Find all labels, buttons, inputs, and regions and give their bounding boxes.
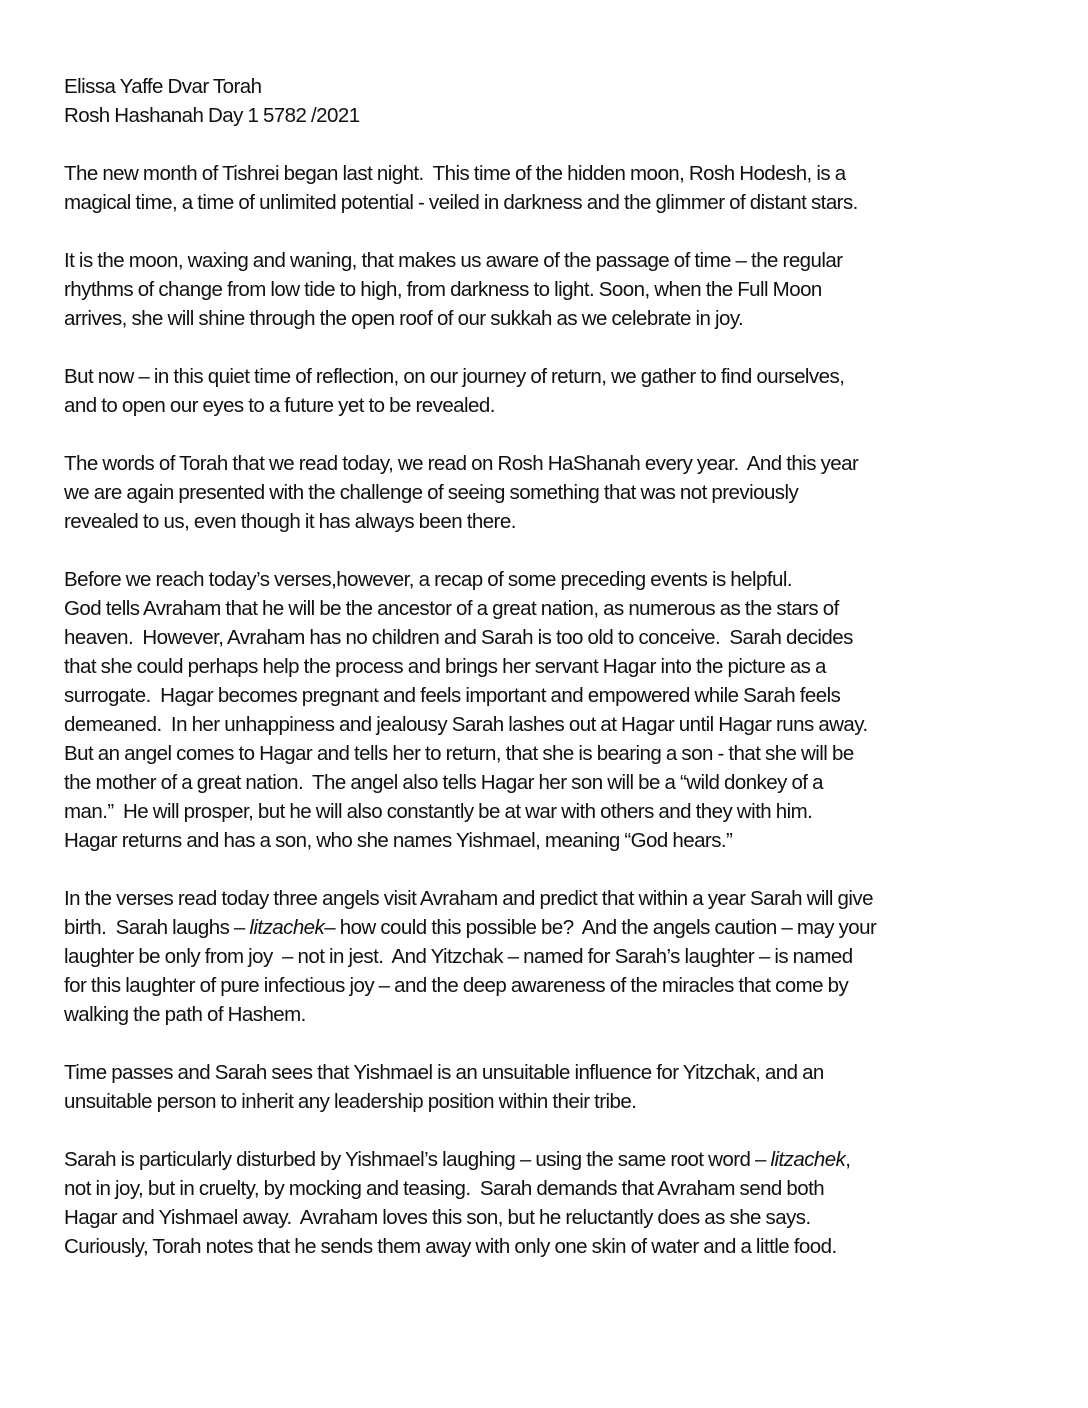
text-line: revealed to us, even though it has always been there.	[64, 510, 516, 533]
text-line: man.” He will prosper, but he will also constantly be at war with others and they with him.	[64, 800, 813, 823]
text-segment: Sarah is particularly disturbed by Yishmael’s laughing – using the same root word –	[64, 1148, 771, 1171]
paragraph-recap	[64, 565, 1054, 855]
text-line	[64, 913, 1054, 942]
paragraph-angels-visit	[64, 884, 1054, 1029]
text-line: not in joy, but in cruelty, by mocking and teasing. Sarah demands that Avraham send both	[64, 1177, 825, 1200]
text-line: magical time, a time of unlimited potential - veiled in darkness and the glimmer of distant stars.	[64, 191, 858, 214]
text-line: But now – in this quiet time of reflection, on our journey of return, we gather to find ourselves,	[64, 365, 845, 388]
text-line: Before we reach today’s verses,however, a recap of some preceding events is helpful.	[64, 568, 792, 591]
text-line: heaven. However, Avraham has no children and Sarah is too old to conceive. Sarah decides	[64, 626, 853, 649]
text-line: The new month of Tishrei began last night. This time of the hidden moon, Rosh Hodesh, is a	[64, 162, 846, 185]
text-segment: – how could this possible be? And the angels caution – may your	[324, 916, 877, 939]
text-line: Hagar returns and has a son, who she names Yishmael, meaning “God hears.”	[64, 829, 733, 852]
text-line: laughter be only from joy – not in jest. And Yitzchak – named for Sarah’s laughter – is named	[64, 945, 853, 968]
text-line: unsuitable person to inherit any leadership position within their tribe.	[64, 1090, 637, 1113]
paragraph-torah-words	[64, 449, 1054, 536]
text-line: walking the path of Hashem.	[64, 1003, 306, 1026]
hebrew-term-litzachek: litzachek	[249, 916, 325, 939]
paragraph-time-passes	[64, 1058, 1054, 1116]
paragraph-moon	[64, 246, 1054, 333]
occasion-date-line: Rosh Hashanah Day 1 5782 /2021	[64, 104, 360, 127]
paragraph-sarah-disturbed	[64, 1145, 1054, 1261]
text-segment: ,	[845, 1148, 851, 1171]
author-title-line: Elissa Yaffe Dvar Torah	[64, 75, 262, 98]
text-line: Curiously, Torah notes that he sends them away with only one skin of water and a little food.	[64, 1235, 837, 1258]
text-line	[64, 1145, 1054, 1174]
text-line: Time passes and Sarah sees that Yishmael is an unsuitable influence for Yitzchak, and an	[64, 1061, 824, 1084]
text-line: But an angel comes to Hagar and tells her to return, that she is bearing a son - that she will be	[64, 742, 854, 765]
text-line: demeaned. In her unhappiness and jealousy Sarah lashes out at Hagar until Hagar runs away.	[64, 713, 868, 736]
text-line: In the verses read today three angels visit Avraham and predict that within a year Sarah will give	[64, 887, 873, 910]
text-line: the mother of a great nation. The angel also tells Hagar her son will be a “wild donkey of a	[64, 771, 823, 794]
text-line: Hagar and Yishmael away. Avraham loves this son, but he reluctantly does as she says.	[64, 1206, 811, 1229]
text-segment: birth. Sarah laughs –	[64, 916, 250, 939]
paragraph-reflection	[64, 362, 1054, 420]
text-line: we are again presented with the challenge of seeing something that was not previously	[64, 481, 799, 504]
hebrew-term-litzachek: litzachek	[770, 1148, 846, 1171]
text-line: arrives, she will shine through the open roof of our sukkah as we celebrate in joy.	[64, 307, 744, 330]
text-line: that she could perhaps help the process and brings her servant Hagar into the picture as a	[64, 655, 826, 678]
text-line: It is the moon, waxing and waning, that makes us aware of the passage of time – the regular	[64, 249, 843, 272]
text-line: The words of Torah that we read today, we read on Rosh HaShanah every year. And this year	[64, 452, 859, 475]
text-line: God tells Avraham that he will be the ancestor of a great nation, as numerous as the stars of	[64, 597, 839, 620]
text-line: for this laughter of pure infectious joy – and the deep awareness of the miracles that come by	[64, 974, 849, 997]
document-page	[64, 72, 1054, 1261]
paragraph-tishrei	[64, 159, 1054, 217]
text-line: surrogate. Hagar becomes pregnant and feels important and empowered while Sarah feels	[64, 684, 841, 707]
text-line: rhythms of change from low tide to high, from darkness to light. Soon, when the Full Moon	[64, 278, 822, 301]
text-line: and to open our eyes to a future yet to be revealed.	[64, 394, 495, 417]
document-header	[64, 72, 1054, 130]
